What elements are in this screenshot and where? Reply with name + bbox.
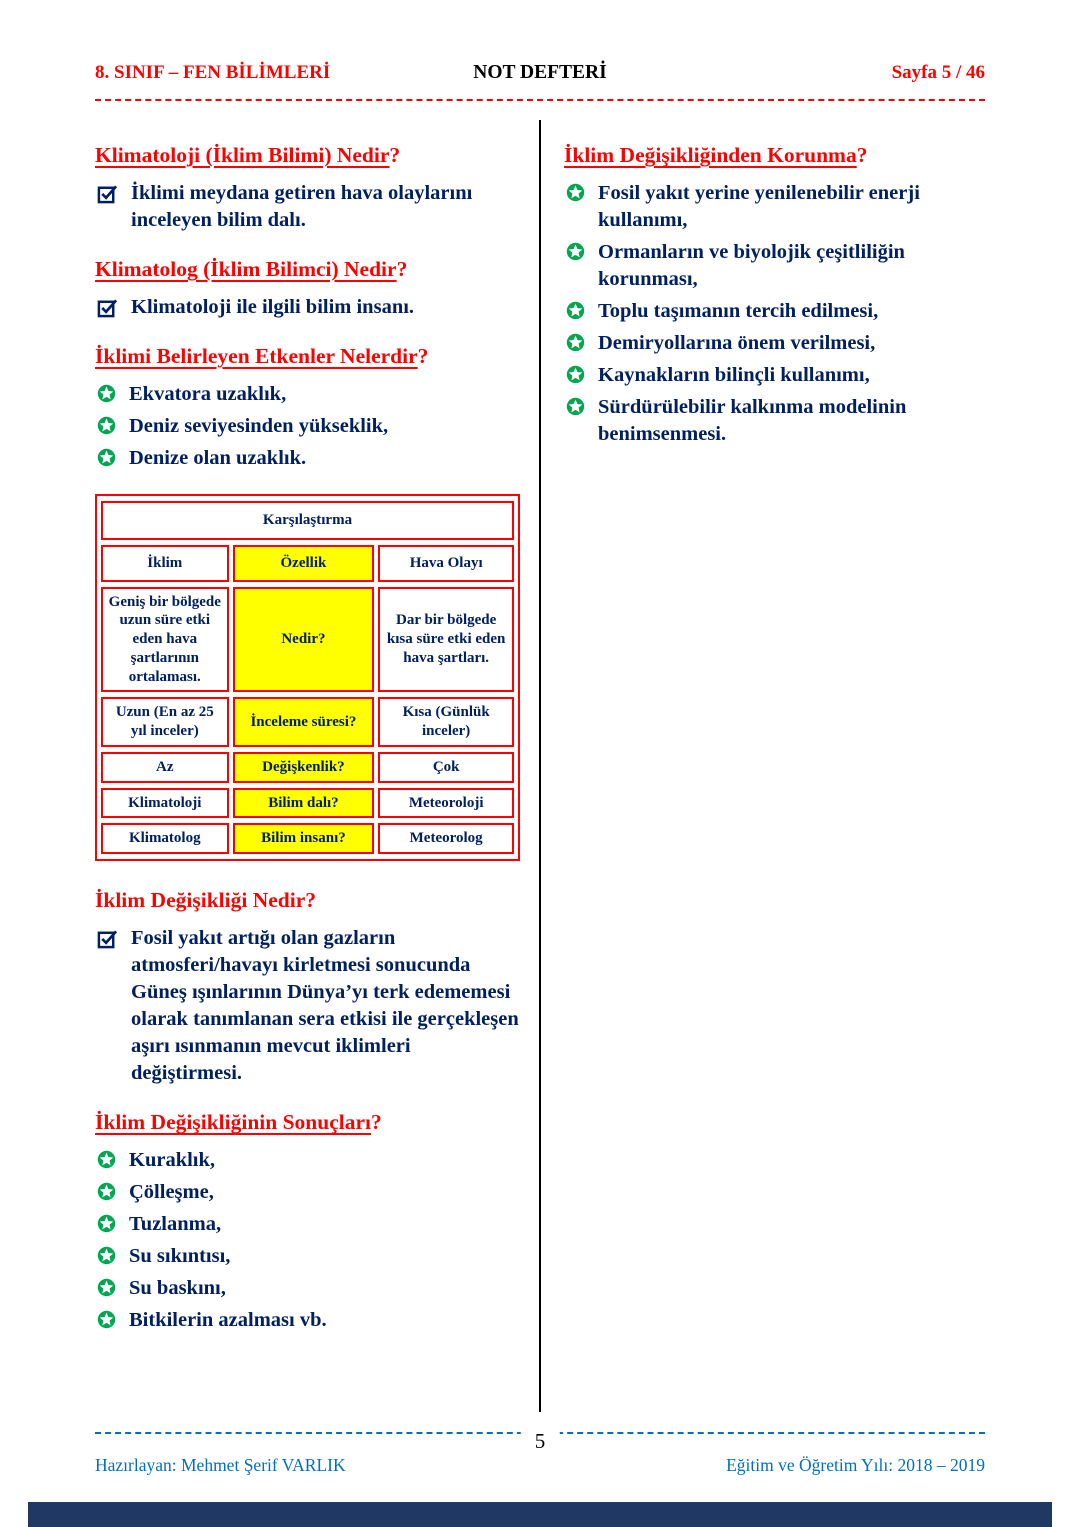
star-in-circle-icon	[566, 333, 585, 352]
header-page-indicator: Sayfa 5 / 46	[891, 62, 986, 83]
table-col-header-ozellik: Özellik	[233, 545, 375, 582]
table-cell: Klimatolog	[101, 823, 229, 854]
bullet-list	[564, 180, 985, 448]
section-iklimi-belirleyen-etkenler	[95, 343, 520, 472]
star-in-circle-icon	[566, 365, 585, 384]
section-heading	[95, 343, 520, 371]
table-cell: Uzun (En az 25 yıl inceler)	[101, 697, 229, 747]
list-item-text: Fosil yakıt artığı olan gazların atmosferi/havayı kirletmesi sonucunda Güneş ışınlarının Dünya’yı terk edememesi olarak tanımlanan sera etkisi ile gerçekleşen aşırı ısınmanın mevcut iklimleri değiştirmesi.	[131, 927, 519, 1085]
footer-school-year: Eğitim ve Öğretim Yılı: 2018 – 2019	[726, 1455, 985, 1475]
star-in-circle-icon	[566, 242, 585, 261]
star-in-circle-icon	[566, 397, 585, 416]
section-heading-qmark: ?	[370, 1110, 382, 1135]
star-in-circle-icon	[97, 1310, 116, 1329]
table-col-header-hava-olayi: Hava Olayı	[378, 545, 514, 582]
table-header-row	[101, 545, 514, 582]
star-in-circle-icon	[97, 1150, 116, 1169]
list-item	[95, 294, 520, 321]
section-heading-text: Klimatoloji (İklim Bilimi) Nedir	[95, 143, 390, 167]
list-item-text: Kuraklık,	[129, 1149, 216, 1172]
list-item	[95, 1275, 520, 1302]
bottom-bar	[28, 1502, 1052, 1527]
section-heading-text: Klimatolog (İklim Bilimci) Nedir	[95, 257, 397, 282]
list-item	[564, 330, 985, 357]
right-column	[564, 142, 985, 470]
section-heading-qmark: ?	[856, 143, 868, 167]
table-cell: Klimatoloji	[101, 788, 229, 819]
list-item-text: Klimatoloji ile ilgili bilim insanı.	[131, 295, 415, 318]
checkbox-checked-icon	[97, 183, 118, 204]
left-column	[95, 142, 520, 1357]
list-item	[564, 180, 985, 234]
table-title: Karşılaştırma	[101, 501, 514, 540]
list-item	[564, 239, 985, 293]
table-cell: Geniş bir bölgede uzun süre etki eden hava şartlarının ortalaması.	[101, 587, 229, 693]
star-in-circle-icon	[566, 183, 585, 202]
star-in-circle-icon	[97, 1246, 116, 1265]
list-item-text: Sürdürülebilir kalkınma modelinin benimsenmesi.	[598, 396, 907, 446]
table-row	[101, 788, 514, 819]
header-doc-title: NOT DEFTERİ	[473, 62, 607, 83]
list-item-text: İklimi meydana getiren hava olaylarını inceleyen bilim dalı.	[131, 181, 473, 231]
section-heading-qmark: ?	[389, 143, 401, 167]
table-row	[101, 587, 514, 693]
list-item	[95, 925, 520, 1087]
list-item-text: Kaynakların bilinçli kullanımı,	[598, 364, 870, 387]
header-divider	[95, 99, 985, 101]
star-in-circle-icon	[566, 301, 585, 320]
section-heading	[95, 256, 520, 284]
star-in-circle-icon	[97, 448, 116, 467]
bullet-list	[95, 294, 520, 321]
checkbox-checked-icon	[97, 928, 118, 949]
page-footer	[95, 1455, 985, 1476]
table-col-header-iklim: İklim	[101, 545, 229, 582]
section-heading	[95, 1109, 520, 1137]
list-item	[95, 1179, 520, 1206]
list-item-text: Bitkilerin azalması vb.	[129, 1309, 327, 1332]
star-in-circle-icon	[97, 1214, 116, 1233]
page-number: 5	[521, 1429, 560, 1454]
list-item-text: Denize olan uzaklık.	[129, 447, 307, 470]
list-item	[95, 180, 520, 234]
footer-author: Hazırlayan: Mehmet Şerif VARLIK	[95, 1455, 346, 1475]
page-header	[95, 62, 985, 84]
content-columns	[95, 116, 985, 1416]
section-heading-text: İklimi Belirleyen Etkenler Nelerdir	[95, 344, 418, 369]
bullet-list	[95, 925, 520, 1087]
bullet-list	[95, 1147, 520, 1334]
list-item	[95, 1307, 520, 1334]
section-iklim-degisikligi	[95, 887, 520, 1087]
table-row	[101, 697, 514, 747]
table-row	[101, 752, 514, 783]
star-in-circle-icon	[97, 384, 116, 403]
bullet-list	[95, 381, 520, 472]
table-cell: İnceleme süresi?	[233, 697, 375, 747]
star-in-circle-icon	[97, 1278, 116, 1297]
list-item-text: Ormanların ve biyolojik çeşitliliğin korunması,	[598, 241, 905, 291]
comparison-table	[95, 494, 520, 861]
table-row	[101, 823, 514, 854]
list-item	[95, 381, 520, 408]
section-klimatoloji	[95, 142, 520, 234]
list-item	[95, 413, 520, 440]
list-item	[564, 362, 985, 389]
header-course-label: 8. SINIF – FEN BİLİMLERİ	[95, 62, 331, 83]
table-cell: Bilim insanı?	[233, 823, 375, 854]
section-heading-text: İklim Değişikliği Nedir?	[95, 888, 316, 913]
list-item	[95, 1243, 520, 1270]
table-cell: Değişkenlik?	[233, 752, 375, 783]
section-heading	[95, 142, 520, 170]
section-heading-text: İklim Değişikliğinin Sonuçları	[95, 1110, 371, 1135]
section-heading	[564, 142, 985, 170]
star-in-circle-icon	[97, 416, 116, 435]
table-cell: Az	[101, 752, 229, 783]
list-item-text: Su sıkıntısı,	[129, 1245, 231, 1268]
list-item-text: Su baskını,	[129, 1277, 226, 1300]
list-item	[95, 1211, 520, 1238]
table-cell: Kısa (Günlük inceler)	[378, 697, 514, 747]
table-cell: Meteoroloji	[378, 788, 514, 819]
bullet-list	[95, 180, 520, 234]
list-item-text: Tuzlanma,	[129, 1213, 222, 1236]
list-item-text: Toplu taşımanın tercih edilmesi,	[598, 300, 879, 323]
table-cell: Nedir?	[233, 587, 375, 693]
section-sonuclari	[95, 1109, 520, 1334]
star-in-circle-icon	[97, 1182, 116, 1201]
section-klimatolog	[95, 256, 520, 321]
table-cell: Meteorolog	[378, 823, 514, 854]
table-cell: Bilim dalı?	[233, 788, 375, 819]
list-item	[564, 394, 985, 448]
list-item	[95, 1147, 520, 1174]
list-item-text: Fosil yakıt yerine yenilenebilir enerji kullanımı,	[598, 181, 920, 231]
list-item-text: Ekvatora uzaklık,	[129, 382, 287, 405]
section-heading-qmark: ?	[417, 344, 429, 369]
section-heading	[95, 887, 520, 915]
table-cell: Dar bir bölgede kısa süre etki eden hava şartları.	[378, 587, 514, 693]
section-heading-qmark: ?	[396, 257, 408, 282]
list-item	[564, 298, 985, 325]
section-heading-text: İklim Değişikliğinden Korunma	[564, 143, 857, 167]
table-title-row	[101, 501, 514, 540]
column-divider	[539, 120, 541, 1412]
list-item-text: Demiryollarına önem verilmesi,	[598, 332, 876, 355]
table-cell: Çok	[378, 752, 514, 783]
list-item-text: Çölleşme,	[129, 1181, 214, 1204]
section-korunma	[564, 142, 985, 448]
checkbox-checked-icon	[97, 297, 118, 318]
list-item	[95, 445, 520, 472]
list-item-text: Deniz seviyesinden yükseklik,	[129, 415, 389, 437]
